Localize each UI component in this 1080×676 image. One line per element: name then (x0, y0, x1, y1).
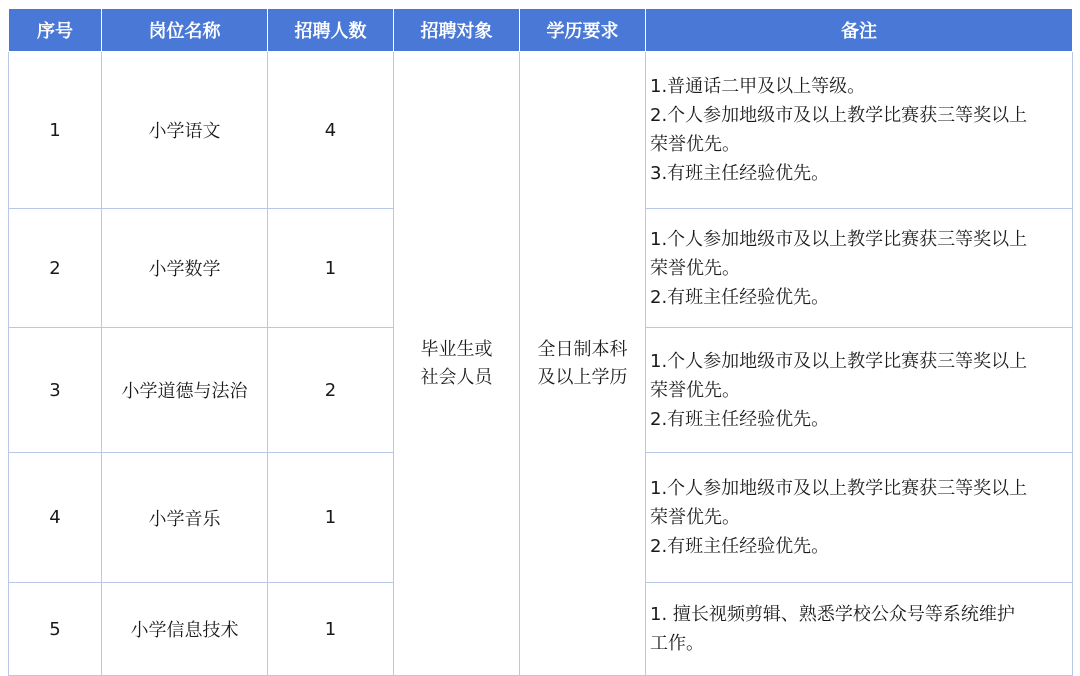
target-line: 社会人员 (420, 366, 493, 388)
note-line: 荣誉优先。 (650, 257, 740, 279)
note-line: 1. 擅长视频剪辑、熟悉学校公众号等系统维护 (650, 604, 1015, 625)
cell-no: 1 (9, 52, 102, 209)
cell-position: 小学语文 (102, 52, 268, 209)
recruitment-table (8, 8, 1073, 676)
cell-no: 3 (9, 328, 102, 453)
cell-position: 小学数学 (102, 209, 268, 328)
note-line: 2.有班主任经验优先。 (650, 536, 830, 557)
header-notes: 备注 (646, 9, 1073, 52)
note-line: 2.有班主任经验优先。 (650, 286, 830, 308)
cell-position: 小学道德与法治 (102, 328, 268, 453)
cell-target (394, 52, 520, 676)
cell-count: 1 (268, 209, 394, 328)
recruitment-table-container (8, 8, 1072, 676)
cell-position: 小学音乐 (102, 453, 268, 583)
cell-notes (646, 328, 1073, 453)
education-line: 及以上学历 (537, 366, 628, 388)
cell-count: 2 (268, 328, 394, 453)
target-line: 毕业生或 (420, 338, 493, 360)
note-line: 工作。 (650, 633, 704, 654)
header-count: 招聘人数 (268, 9, 394, 52)
cell-education (520, 52, 646, 676)
note-line: 荣誉优先。 (650, 379, 740, 401)
header-target: 招聘对象 (394, 9, 520, 52)
header-education: 学历要求 (520, 9, 646, 52)
note-line: 1.个人参加地级市及以上教学比赛获三等奖以上 (650, 350, 1028, 372)
cell-no: 2 (9, 209, 102, 328)
note-line: 荣誉优先。 (650, 507, 740, 528)
note-line: 2.个人参加地级市及以上教学比赛获三等奖以上 (650, 105, 1028, 126)
cell-no: 5 (9, 583, 102, 676)
cell-count: 4 (268, 52, 394, 209)
note-line: 3.有班主任经验优先。 (650, 163, 830, 184)
note-line: 1.普通话二甲及以上等级。 (650, 76, 866, 97)
note-line: 荣誉优先。 (650, 134, 740, 155)
cell-notes (646, 209, 1073, 328)
cell-count: 1 (268, 583, 394, 676)
header-position: 岗位名称 (102, 9, 268, 52)
cell-notes (646, 52, 1073, 209)
cell-count: 1 (268, 453, 394, 583)
table-row (9, 52, 1073, 209)
education-line: 全日制本科 (537, 338, 628, 360)
note-line: 1.个人参加地级市及以上教学比赛获三等奖以上 (650, 478, 1028, 499)
note-line: 2.有班主任经验优先。 (650, 408, 830, 430)
header-no: 序号 (9, 9, 102, 52)
cell-notes (646, 453, 1073, 583)
cell-no: 4 (9, 453, 102, 583)
cell-notes (646, 583, 1073, 676)
note-line: 1.个人参加地级市及以上教学比赛获三等奖以上 (650, 228, 1028, 250)
table-header-row (9, 9, 1073, 52)
cell-position: 小学信息技术 (102, 583, 268, 676)
